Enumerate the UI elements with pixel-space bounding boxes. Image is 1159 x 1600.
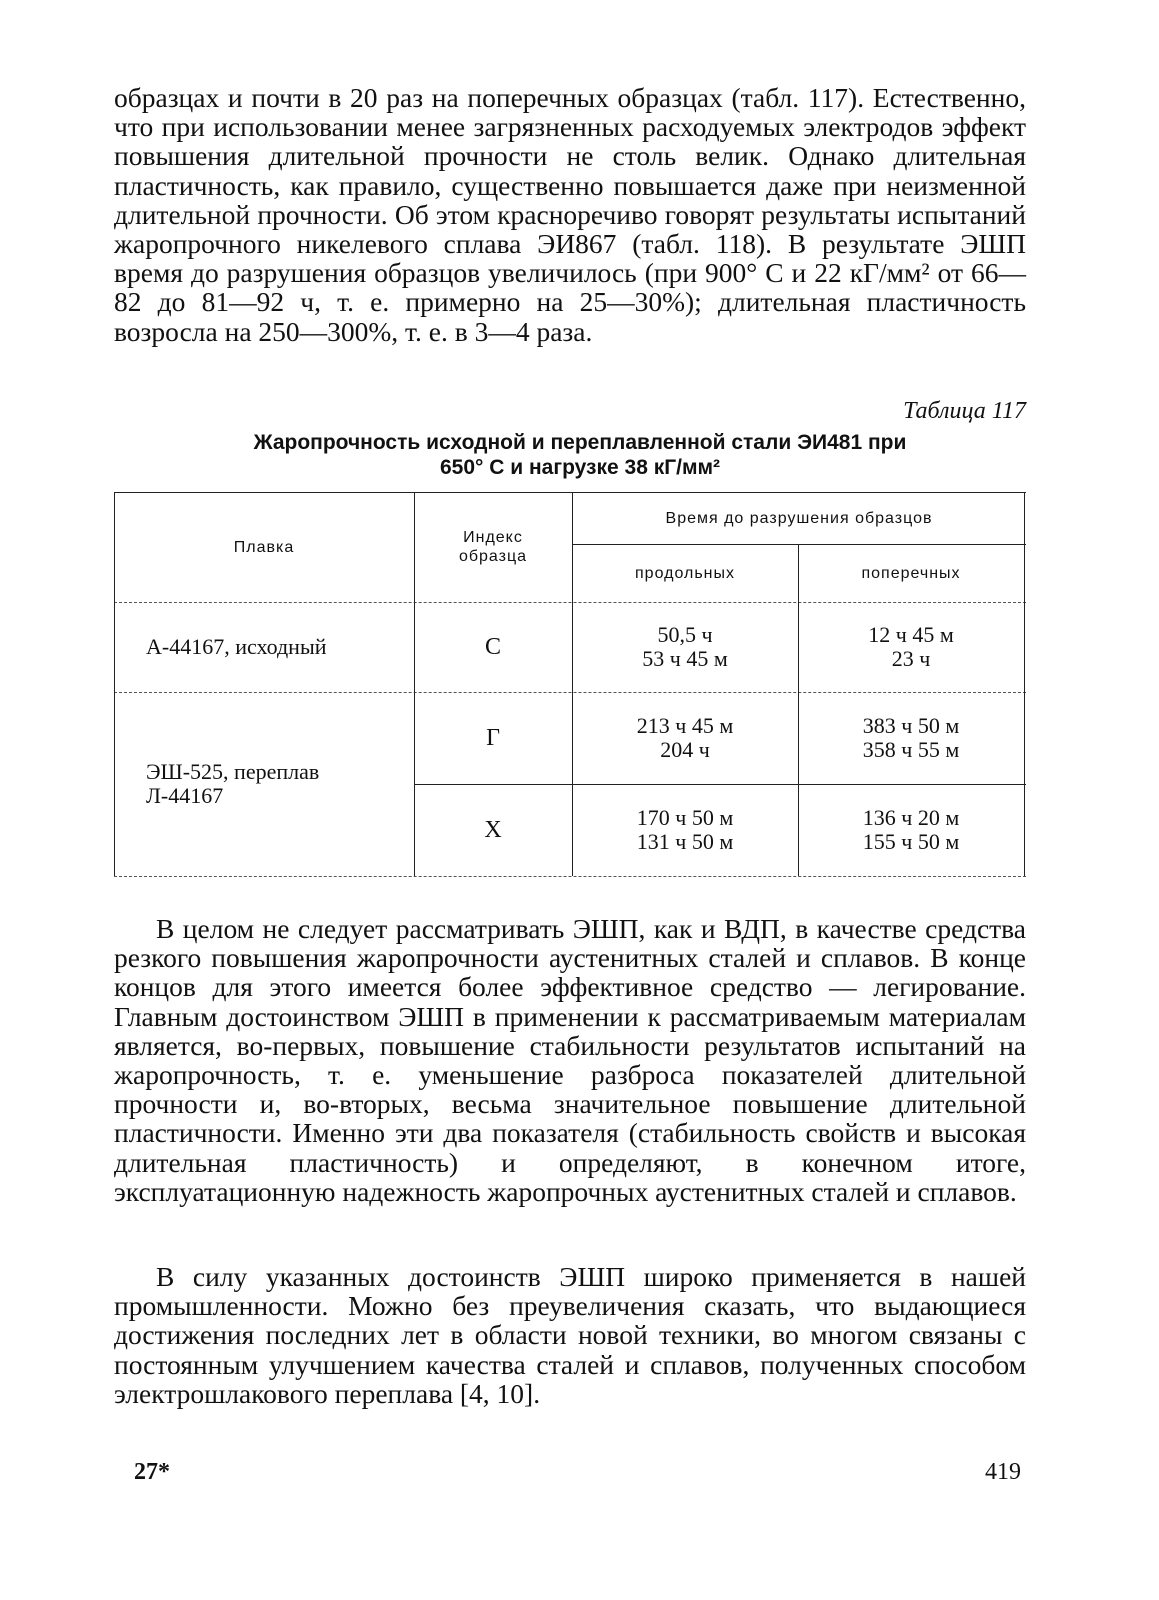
header-transverse-text: поперечных xyxy=(861,564,961,582)
paragraph-3: В силу указанных достоинств ЭШП широко применяется в нашей промышленности. Можно без преувеличения сказать, что выдающиеся достижения последних лет в области новой техники, во многом связаны с постоянным улучшением качества сталей и сплавов, полученных способом электрошлакового переплава [4, 10]. xyxy=(114,1261,1026,1409)
header-index xyxy=(414,492,572,602)
trans-cell-x-value-2: 155 ч 50 м xyxy=(862,829,960,854)
header-melt xyxy=(114,492,414,602)
trans-cell-g-value-1: 383 ч 50 м xyxy=(862,713,960,738)
header-time-group xyxy=(572,492,1026,544)
index-cell-x-text: Х xyxy=(484,817,502,843)
trans-cell-g xyxy=(798,692,1024,784)
header-longitudinal xyxy=(572,544,798,602)
long-cell-c xyxy=(572,602,798,692)
table-bottom-rule xyxy=(114,876,1026,877)
paragraph-2: В целом не следует рассматривать ЭШП, как и ВДП, в качестве средства резкого повышения жаропрочности аустенитных сталей и сплавов. В конце концов для этого имеется более эффективное средство — легирование. Главным достоинством ЭШП в применении к рассматриваемым материалам является, во-первых, повышение стабильности результатов испытаний на жаропрочность, т. е. уменьшение разброса показателей длительной прочности и, во-вторых, весьма значительное повышение длительной пластичности. Именно эти два показателя (стабильность свойств и высокая длительная пластичность) и определяют, в конечном итоге, эксплуатационную надежность жаропрочных аустенитных сталей и сплавов. xyxy=(114,913,1026,1207)
header-time-group-text: Время до разрушения образцов xyxy=(665,509,933,527)
index-cell-c-text: С xyxy=(484,634,501,660)
long-cell-g-value-1: 213 ч 45 м xyxy=(636,713,734,738)
melt-cell-2 xyxy=(114,692,414,876)
melt-cell-1-text: А-44167, исходный xyxy=(146,634,327,659)
melt-cell-1 xyxy=(114,602,414,692)
signature-mark: 27* xyxy=(134,1459,170,1485)
header-index-line-2: образца xyxy=(458,548,528,565)
trans-cell-g-value-2: 358 ч 55 м xyxy=(862,737,960,762)
data-table xyxy=(114,492,1026,876)
header-index-line-1: Индекс xyxy=(463,529,523,546)
index-cell-g xyxy=(414,692,572,784)
long-cell-x xyxy=(572,784,798,876)
index-cell-c xyxy=(414,602,572,692)
long-cell-x-value-1: 170 ч 50 м xyxy=(636,805,734,830)
melt-cell-2-text: ЭШ-525, переплав Л-44167 xyxy=(146,759,320,808)
index-cell-g-text: Г xyxy=(486,725,500,751)
long-cell-c-value-1: 50,5 ч xyxy=(657,622,713,647)
long-cell-c-value-2: 53 ч 45 м xyxy=(642,646,728,671)
trans-cell-x xyxy=(798,784,1024,876)
paragraph-1: образцах и почти в 20 раз на поперечных образцах (табл. 117). Естественно, что при использовании менее загрязненных расходуемых электродов эффект повышения длительной прочности не столь велик. Однако длительная пластичность, как правило, существенно повышается даже при неизменной длительной прочности. Об этом красноречиво говорят результаты испытаний жаропрочного никелевого сплава ЭИ867 (табл. 118). В результате ЭШП время до разрушения образцов увеличилось (при 900° С и 22 кГ/мм² от 66—82 до 81—92 ч, т. е. примерно на 25—30%); длительная пластичность возросла на 250—300%, т. е. в 3—4 раза. xyxy=(114,82,1026,347)
page-number: 419 xyxy=(985,1459,1021,1485)
long-cell-g xyxy=(572,692,798,784)
table-right-rule xyxy=(1024,492,1025,876)
long-cell-g-value-2: 204 ч xyxy=(660,737,710,762)
trans-cell-c xyxy=(798,602,1024,692)
header-transverse xyxy=(798,544,1024,602)
header-longitudinal-text: продольных xyxy=(635,564,735,582)
table-title-line-1: Жаропрочность исходной и переплавленной стали ЭИ481 при xyxy=(253,431,907,454)
table-label: Таблица 117 xyxy=(903,398,1026,424)
table-title xyxy=(180,430,980,480)
index-cell-x xyxy=(414,784,572,876)
trans-cell-x-value-1: 136 ч 20 м xyxy=(862,805,960,830)
table-title-line-2: 650° С и нагрузке 38 кГ/мм² xyxy=(439,456,721,479)
trans-cell-c-value-2: 23 ч xyxy=(891,646,931,671)
long-cell-x-value-2: 131 ч 50 м xyxy=(636,829,734,854)
header-melt-text: Плавка xyxy=(233,538,295,556)
trans-cell-c-value-1: 12 ч 45 м xyxy=(868,622,954,647)
